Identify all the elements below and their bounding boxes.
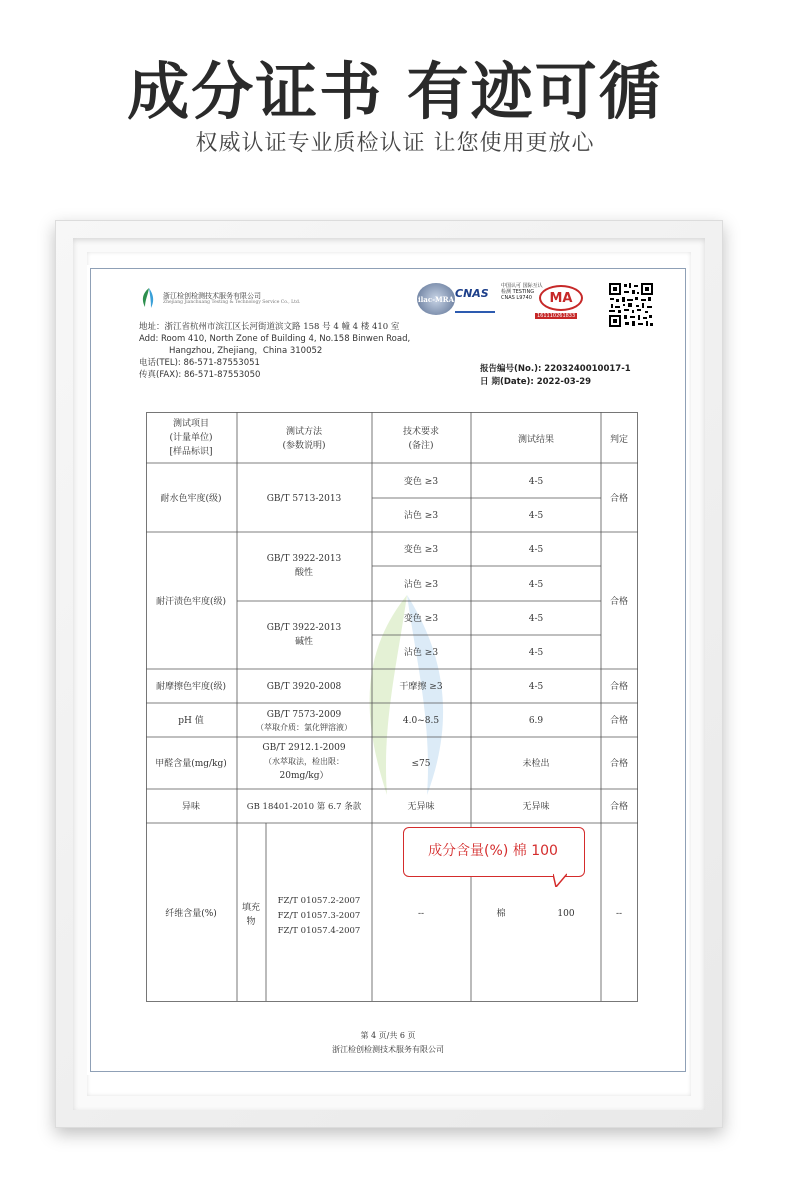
cell: 未检出 [522,759,550,769]
content-callout [403,827,583,875]
cell: 变色 ≥3 [403,477,439,487]
cell: 碱性 [294,637,314,647]
address-cn: 地址：浙江省杭州市滨江区长河街道滨文路 158 号 4 幢 4 楼 410 室 [139,322,400,332]
cell: 沾色 ≥3 [403,580,439,590]
cell: 合格 [609,682,629,692]
ilac-mra-badge-icon: ilac-MRA [417,283,455,315]
cell: GB/T 3922-2013 [266,554,342,564]
cell: 100 [557,909,575,919]
cell: 棉 [496,909,506,919]
cell: 4-5 [528,614,544,624]
cell: GB/T 3922-2013 [266,623,342,633]
cell: 20mg/kg） [279,771,329,781]
cell: （萃取介质：氯化钾溶液） [256,723,352,732]
address-block [139,321,410,381]
company-name: 浙江检创检测技术服务有限公司 [163,292,261,300]
cell: GB/T 5713-2013 [266,494,342,504]
cell: FZ/T 01057.2-2007 [277,896,361,906]
cell: （水萃取法，检出限： [264,757,344,766]
header-item-line3: [样品标识] [169,447,213,457]
report-meta [480,363,631,389]
cell: FZ/T 01057.4-2007 [277,926,361,936]
callout-text: 成分含量(%) 棉 100 [428,843,558,859]
cell: 无异味 [522,802,550,812]
cell: 6.9 [528,716,544,726]
header-item-line1: 测试项目 [172,419,210,429]
cell: 变色 ≥3 [403,614,439,624]
fax: 传真(FAX): 86-571-87553050 [139,370,261,380]
cell: 纤维含量(%) [165,909,217,919]
header-result: 测试结果 [517,435,555,445]
cell: 合格 [609,759,629,769]
cell: 无异味 [407,802,435,812]
headline: 成分证书 有迹可循 [127,55,663,128]
cell: 填充 [241,903,261,913]
cell: 4-5 [528,580,544,590]
qr-code-icon [607,281,655,329]
subheadline: 权威认证专业质检认证 让您使用更放心 [195,131,595,156]
cell: 耐水色牢度(级) [160,494,222,504]
header-method-line2: (参数说明) [282,441,326,451]
cell: pH 值 [178,716,204,726]
cell: GB/T 2912.1-2009 [262,743,346,753]
cell: -- [615,909,623,919]
footer-company: 浙江检创检测技术服务有限公司 [332,1045,444,1054]
cell: 物 [246,917,256,927]
cell: 沾色 ≥3 [403,648,439,658]
test-report-page [87,265,689,1075]
header-req-line2: (备注) [408,441,434,451]
test-results-table [146,412,638,1002]
header-req-line1: 技术要求 [402,427,440,437]
cell: 合格 [609,597,629,607]
report-number: 报告编号(No.): 2203240010017-1 [480,364,631,374]
cell: 4-5 [528,511,544,521]
header-item-line2: (计量单位) [169,433,213,443]
cell: 耐摩擦色牢度(级) [155,682,227,692]
telephone: 电话(TEL): 86-571-87553051 [139,358,260,368]
cnas-text: 中国认可 国际互认 检测 TESTING CNAS L9740 [501,283,543,301]
cell: 4-5 [528,545,544,555]
company-name-en: Zhejiang Jianchuang Testing & Technology Service Co., Ltd. [163,300,301,305]
cell: GB/T 7573-2009 [266,710,342,720]
report-date: 日 期(Date): 2022-03-29 [480,377,592,387]
cell: GB 18401-2010 第 6.7 条款 [246,802,362,812]
cell: 合格 [609,716,629,726]
cell: 甲醛含量(mg/kg) [155,759,227,769]
cnas-badge-icon: CNAS [455,287,495,313]
cell: ≤75 [411,759,431,769]
address-en-line2: Hangzhou, Zhejiang，China 310052 [169,346,323,356]
cell: 异味 [181,802,201,812]
header-method-line1: 测试方法 [285,427,323,437]
company-logo-icon [139,287,159,309]
cma-number: 161110261833 [537,313,576,319]
cell: FZ/T 01057.3-2007 [277,911,361,921]
page-number: 第 4 页/共 6 页 [360,1031,416,1040]
cell: 变色 ≥3 [403,545,439,555]
cell: 4.0~8.5 [402,716,440,726]
callout-tail-icon [553,873,567,887]
cell: GB/T 3920-2008 [266,682,342,692]
cma-badge-icon: MA [539,285,583,311]
cell: -- [417,909,425,919]
cell: 4-5 [528,682,544,692]
cell: 合格 [609,494,629,504]
cell: 耐汗渍色牢度(级) [155,597,227,607]
cell: 沾色 ≥3 [403,511,439,521]
cell: 干摩擦 ≥3 [399,682,443,692]
cell: 合格 [609,802,629,812]
header-judge: 判定 [609,435,629,445]
cell: 4-5 [528,648,544,658]
address-en-line1: Add: Room 410, North Zone of Building 4, No.158 Binwen Road, [139,334,411,344]
cell: 酸性 [294,568,314,578]
cell: 4-5 [528,477,544,487]
